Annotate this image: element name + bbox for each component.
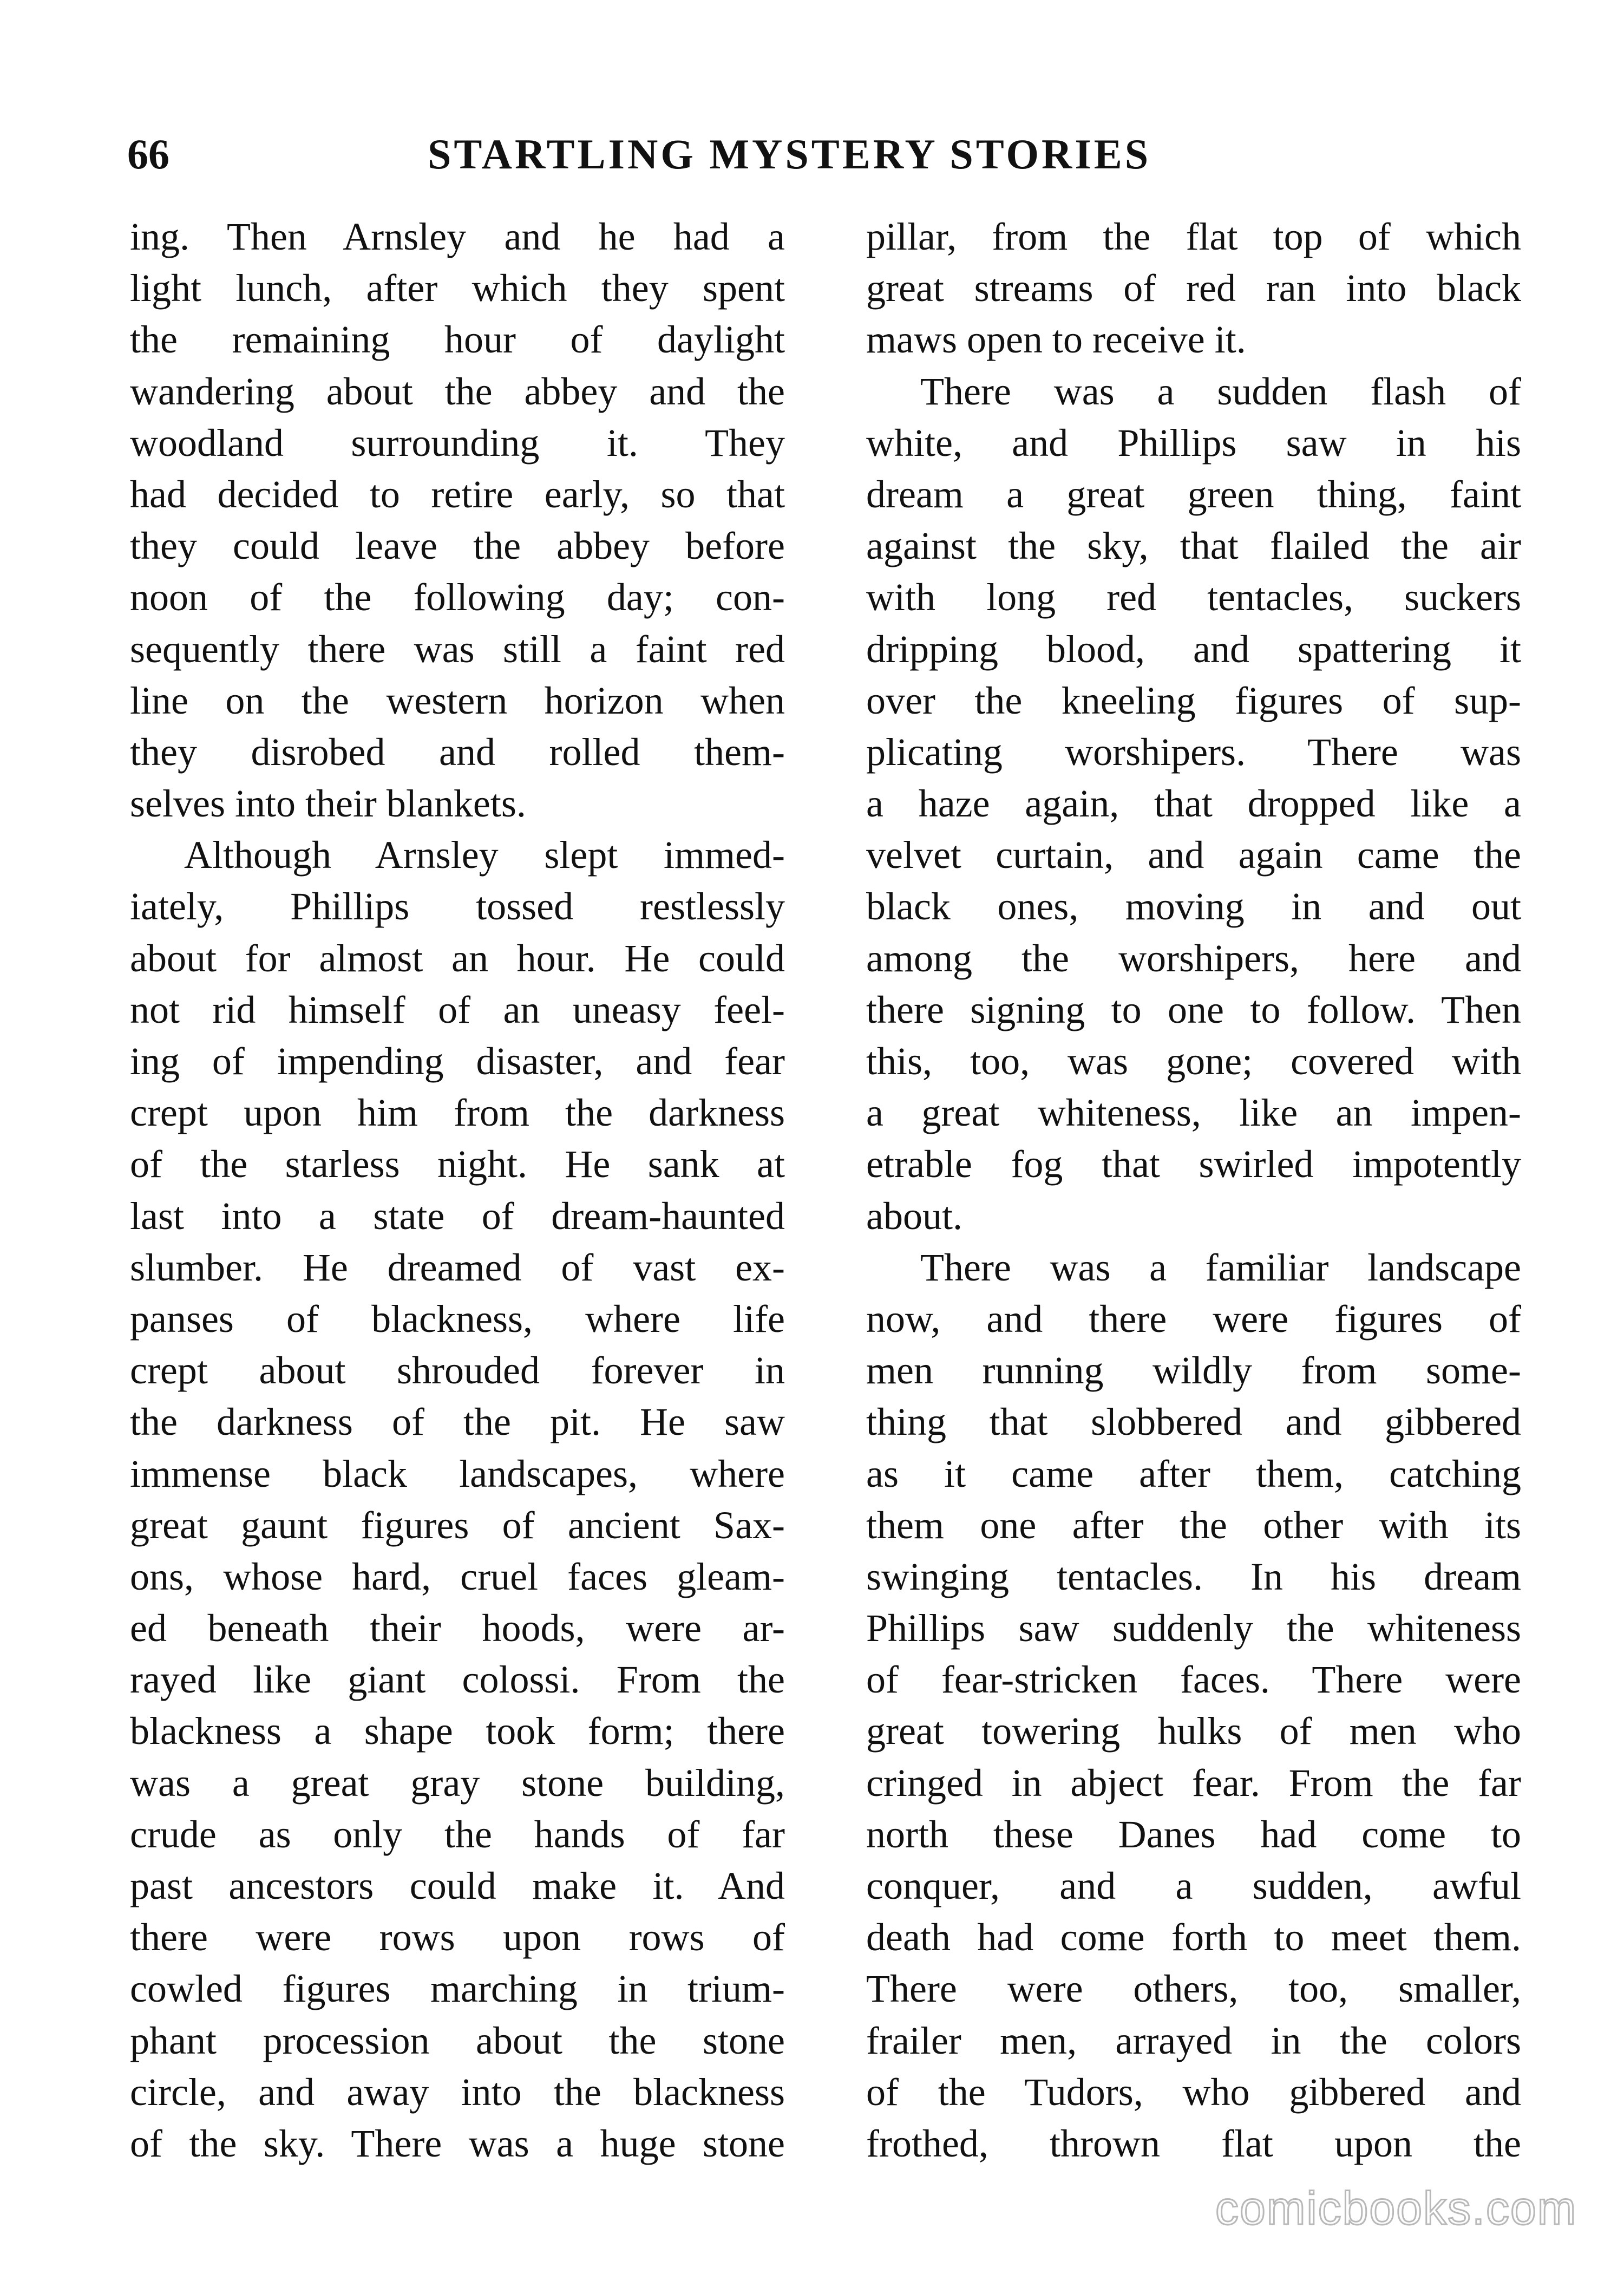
text-line: of the Tudors, who gibbered and	[866, 2070, 1521, 2114]
text-line: as it came after them, catching	[866, 1452, 1521, 1495]
text-line: them one after the other with its	[866, 1503, 1521, 1547]
text-line: cowled figures marching in trium-	[130, 1967, 785, 2011]
text-line: now, and there were figures of	[866, 1297, 1521, 1341]
text-line: selves into their blankets.	[130, 782, 526, 826]
text-line: frailer men, arrayed in the colors	[866, 2018, 1521, 2062]
text-line: line on the western horizon when	[130, 678, 785, 722]
text-line: noon of the following day; con-	[130, 576, 785, 619]
text-line: plicating worshipers. There was	[866, 730, 1521, 774]
text-line: with long red tentacles, suckers	[866, 576, 1521, 619]
text-line: of fear-stricken faces. There were	[866, 1658, 1521, 1702]
text-line: maws open to receive it.	[866, 318, 1246, 362]
page-number: 66	[127, 130, 169, 178]
text-line: ing. Then Arnsley and he had a	[130, 215, 785, 258]
text-line: conquer, and a sudden, awful	[866, 1864, 1521, 1907]
text-line: blackness a shape took form; there	[130, 1709, 785, 1753]
text-line: black ones, moving in and out	[866, 885, 1521, 929]
text-line: had decided to retire early, so that	[130, 472, 785, 516]
text-line: rayed like giant colossi. From the	[130, 1658, 785, 1702]
text-line: there were rows upon rows of	[130, 1916, 785, 1959]
text-line: they disrobed and rolled them-	[130, 730, 785, 774]
text-line: Although Arnsley slept immed-	[184, 833, 785, 877]
text-line: not rid himself of an uneasy feel-	[130, 988, 785, 1031]
text-line: against the sky, that flailed the air	[866, 524, 1521, 568]
text-line: north these Danes had come to	[866, 1812, 1521, 1856]
text-line: pillar, from the flat top of which	[866, 215, 1521, 258]
text-line: last into a state of dream-haunted	[130, 1194, 785, 1238]
text-line: the remaining hour of daylight	[130, 318, 785, 362]
running-title: STARTLING MYSTERY STORIES	[428, 130, 1151, 178]
text-line: ing of impending disaster, and fear	[130, 1040, 785, 1083]
text-line: wandering about the abbey and the	[130, 369, 785, 413]
text-line: circle, and away into the blackness	[130, 2070, 785, 2114]
text-line: light lunch, after which they spent	[130, 266, 785, 310]
text-line: Phillips saw suddenly the whiteness	[866, 1606, 1521, 1650]
left-text-column	[130, 211, 785, 2170]
text-line: panses of blackness, where life	[130, 1297, 785, 1341]
text-line: ed beneath their hoods, were ar-	[130, 1606, 785, 1650]
text-line: past ancestors could make it. And	[130, 1864, 785, 1907]
text-line: about for almost an hour. He could	[130, 936, 785, 980]
text-line: slumber. He dreamed of vast ex-	[130, 1245, 785, 1289]
right-text-column	[866, 211, 1521, 2170]
text-line: There was a familiar landscape	[920, 1245, 1521, 1289]
text-line: great streams of red ran into black	[866, 266, 1521, 310]
text-line: a great whiteness, like an impen-	[866, 1091, 1521, 1135]
text-line: velvet curtain, and again came the	[866, 833, 1521, 877]
text-line: about.	[866, 1194, 962, 1238]
text-line: a haze again, that dropped like a	[866, 782, 1521, 826]
text-line: ons, whose hard, cruel faces gleam-	[130, 1554, 785, 1598]
text-line: There was a sudden flash of	[920, 369, 1521, 413]
text-line: crept about shrouded forever in	[130, 1349, 785, 1393]
page-header	[0, 125, 1624, 184]
text-line: death had come forth to meet them.	[866, 1916, 1521, 1959]
text-line: etrable fog that swirled impotently	[866, 1142, 1521, 1186]
text-line: phant procession about the stone	[130, 2018, 785, 2062]
text-line: there signing to one to follow. Then	[866, 988, 1521, 1031]
text-line: cringed in abject fear. From the far	[866, 1761, 1521, 1805]
text-line: frothed, thrown flat upon the	[866, 2121, 1521, 2165]
text-line: dream a great green thing, faint	[866, 472, 1521, 516]
text-line: thing that slobbered and gibbered	[866, 1400, 1521, 1444]
text-line: There were others, too, smaller,	[866, 1967, 1521, 2011]
text-line: great towering hulks of men who	[866, 1709, 1521, 1753]
text-line: was a great gray stone building,	[130, 1761, 785, 1805]
text-line: of the starless night. He sank at	[130, 1142, 785, 1186]
text-line: swinging tentacles. In his dream	[866, 1554, 1521, 1598]
text-line: of the sky. There was a huge stone	[130, 2121, 785, 2165]
text-line: woodland surrounding it. They	[130, 421, 785, 465]
text-line: crude as only the hands of far	[130, 1812, 785, 1856]
text-line: this, too, was gone; covered with	[866, 1040, 1521, 1083]
text-line: the darkness of the pit. He saw	[130, 1400, 785, 1444]
text-line: iately, Phillips tossed restlessly	[130, 885, 785, 929]
text-line: immense black landscapes, where	[130, 1452, 785, 1495]
text-line: sequently there was still a faint red	[130, 627, 785, 671]
text-line: over the kneeling figures of sup-	[866, 678, 1521, 722]
text-line: white, and Phillips saw in his	[866, 421, 1521, 465]
text-line: among the worshipers, here and	[866, 936, 1521, 980]
text-line: men running wildly from some-	[866, 1349, 1521, 1393]
text-line: dripping blood, and spattering it	[866, 627, 1521, 671]
text-line: crept upon him from the darkness	[130, 1091, 785, 1135]
text-line: great gaunt figures of ancient Sax-	[130, 1503, 785, 1547]
text-line: they could leave the abbey before	[130, 524, 785, 568]
site-watermark: comicbooks.com	[1215, 2182, 1577, 2234]
